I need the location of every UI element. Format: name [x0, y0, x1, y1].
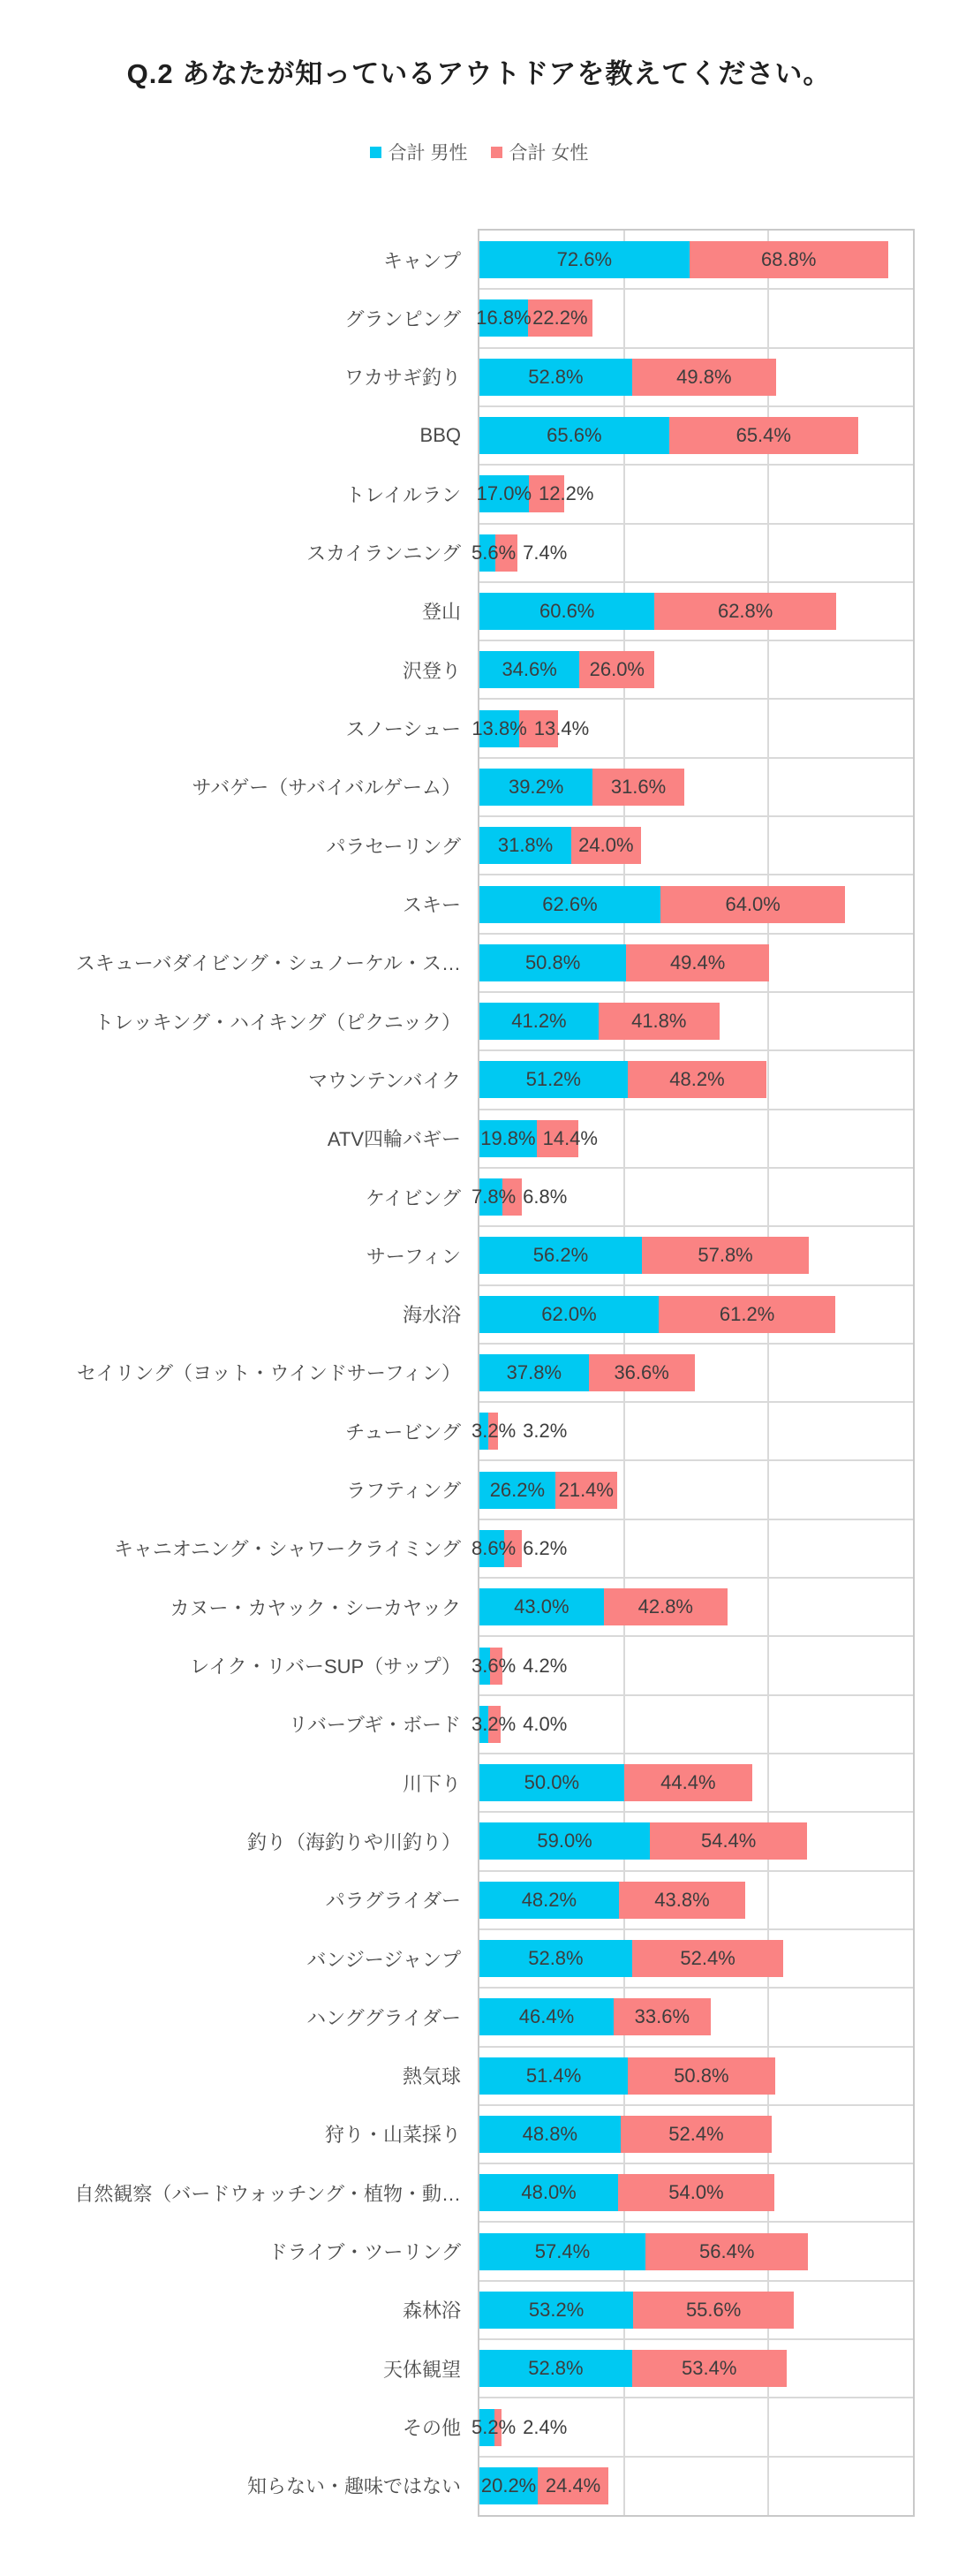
category-label: 登山	[421, 601, 461, 624]
female-value-label: 26.0%	[589, 658, 645, 681]
female-value-label: 53.4%	[682, 2357, 737, 2380]
male-value-label: 26.2%	[489, 1478, 546, 1501]
row-separator	[479, 1049, 913, 1051]
row-separator	[479, 523, 913, 525]
category-label: グランピング	[344, 307, 461, 330]
row-separator	[479, 815, 913, 817]
male-series-swatch	[370, 147, 381, 158]
row-separator	[479, 1225, 913, 1227]
male-value-label: 31.8%	[497, 834, 554, 857]
row-separator	[479, 1519, 913, 1520]
male-value-label: 48.0%	[521, 2181, 577, 2204]
category-label: 熱気球	[402, 2065, 461, 2088]
category-label: その他	[402, 2417, 461, 2440]
gridline-100pct	[767, 231, 769, 2515]
chart-title: Q.2 あなたが知っているアウトドアを教えてください。	[126, 58, 832, 89]
category-label: スカイランニング	[306, 542, 461, 565]
male-value-label: 52.8%	[528, 1947, 584, 1970]
female-value-label: 36.6%	[614, 1361, 669, 1383]
row-separator	[479, 1109, 913, 1110]
category-label: 天体観望	[382, 2358, 461, 2381]
row-separator	[479, 288, 913, 290]
male-value-label: 34.6%	[502, 658, 557, 681]
row-separator	[479, 640, 913, 641]
category-label: 川下り	[402, 1772, 461, 1795]
legend-item-female	[491, 139, 589, 165]
row-separator	[479, 2280, 913, 2282]
female-value-label: 24.0%	[578, 834, 634, 857]
male-value-label: 62.0%	[541, 1302, 597, 1325]
category-label: BBQ	[419, 424, 461, 447]
row-separator	[479, 874, 913, 875]
male-series-label: 合計 男性	[388, 143, 468, 163]
female-value-label: 54.0%	[668, 2181, 724, 2204]
category-label: 沢登り	[402, 659, 461, 682]
male-value-label: 56.2%	[532, 1244, 589, 1267]
female-value-label: 22.2%	[532, 307, 588, 330]
row-separator	[479, 2338, 913, 2340]
category-label: レイク・リバーSUP（サップ）	[190, 1655, 461, 1678]
male-value-label: 37.8%	[506, 1361, 562, 1383]
female-series-label: 合計 女性	[509, 143, 589, 163]
female-value-label: 52.4%	[668, 2123, 724, 2145]
row-separator	[479, 698, 913, 700]
male-value-label: 48.8%	[522, 2123, 578, 2145]
category-label: ケイビング	[365, 1186, 461, 1209]
male-value-label: 53.2%	[528, 2298, 585, 2321]
row-separator	[479, 1694, 913, 1696]
female-value-label: 33.6%	[634, 2005, 690, 2028]
category-label: サバゲー（サバイバルゲーム）	[192, 777, 461, 799]
female-value-label: 57.8%	[698, 1244, 753, 1267]
category-label: スキー	[402, 894, 461, 917]
category-label: セイリング（ヨット・ウインドサーフィン）	[77, 1362, 461, 1385]
female-value-label: 44.4%	[660, 1771, 716, 1794]
female-value-label: 56.4%	[699, 2239, 755, 2262]
female-value-label: 65.4%	[735, 424, 791, 447]
category-label: リバーブギ・ボード	[288, 1714, 461, 1737]
female-value-label: 31.6%	[610, 775, 667, 798]
male-value-label: 46.4%	[518, 2005, 575, 2028]
male-value-label: 39.2%	[508, 775, 564, 798]
category-label: キャンプ	[382, 249, 461, 272]
category-label: ドライブ・ツーリング	[268, 2241, 461, 2264]
female-value-label: 2.4%	[523, 2415, 568, 2438]
row-separator	[479, 2104, 913, 2106]
row-separator	[479, 1167, 913, 1169]
category-label: ワカサギ釣り	[343, 367, 461, 390]
category-label: チュービング	[345, 1421, 461, 1443]
male-value-label: 65.6%	[547, 424, 602, 447]
male-value-label: 16.8%	[476, 307, 532, 330]
female-value-label: 12.2%	[539, 482, 594, 505]
row-separator	[479, 1870, 913, 1872]
female-value-label: 49.8%	[676, 365, 732, 388]
male-value-label: 51.2%	[525, 1068, 581, 1091]
row-separator	[479, 1753, 913, 1754]
male-value-label: 50.0%	[524, 1771, 580, 1794]
male-value-label: 51.4%	[525, 2064, 582, 2087]
row-separator	[479, 405, 913, 407]
category-label: マウンテンバイク	[308, 1069, 461, 1092]
male-value-label: 60.6%	[539, 600, 595, 622]
row-separator	[479, 581, 913, 583]
female-value-label: 48.2%	[669, 1068, 725, 1091]
category-label: スキューバダイビング・シュノーケル・ス…	[75, 952, 461, 975]
category-label: カヌー・カヤック・シーカヤック	[170, 1596, 461, 1619]
category-label: トレッキング・ハイキング（ピクニック）	[94, 1011, 461, 1034]
male-value-label: 52.8%	[528, 2357, 584, 2380]
female-value-label: 3.2%	[523, 1420, 568, 1443]
female-value-label: 4.0%	[523, 1712, 568, 1735]
male-value-label: 5.6%	[471, 541, 517, 564]
female-value-label: 55.6%	[685, 2298, 742, 2321]
female-value-label: 68.8%	[761, 248, 817, 271]
category-label: ATV四輪バギー	[327, 1128, 461, 1151]
female-value-label: 4.2%	[523, 1654, 568, 1677]
row-separator	[479, 1401, 913, 1403]
female-value-label: 7.4%	[523, 541, 568, 564]
female-value-label: 62.8%	[717, 600, 773, 622]
row-separator	[479, 2046, 913, 2048]
row-separator	[479, 1577, 913, 1579]
male-value-label: 17.0%	[476, 482, 532, 505]
category-label: 釣り（海釣りや川釣り）	[246, 1830, 461, 1853]
row-separator	[479, 1987, 913, 1989]
row-separator	[479, 2221, 913, 2223]
legend	[0, 139, 958, 165]
row-separator	[479, 2163, 913, 2164]
row-separator	[479, 991, 913, 993]
male-value-label: 57.4%	[534, 2239, 591, 2262]
male-value-label: 19.8%	[480, 1126, 536, 1149]
category-label: キャニオニング・シャワークライミング	[113, 1538, 461, 1561]
category-label: スノーシュー	[345, 718, 461, 741]
female-value-label: 50.8%	[674, 2064, 729, 2087]
category-label: 自然観察（バードウォッチング・植物・動…	[74, 2182, 461, 2205]
row-separator	[479, 933, 913, 935]
category-label: 海水浴	[402, 1304, 461, 1327]
male-value-label: 50.8%	[524, 951, 581, 974]
legend-item-male	[370, 139, 468, 165]
category-label: パラセーリング	[326, 835, 461, 858]
male-value-label: 48.2%	[521, 1888, 577, 1911]
category-label: パラグライダー	[325, 1890, 461, 1913]
male-value-label: 3.6%	[471, 1654, 517, 1677]
male-value-label: 52.8%	[528, 365, 584, 388]
female-value-label: 6.2%	[523, 1536, 568, 1559]
female-value-label: 52.4%	[680, 1947, 735, 1970]
male-value-label: 8.6%	[471, 1536, 517, 1559]
row-separator	[479, 2456, 913, 2458]
male-value-label: 20.2%	[480, 2474, 537, 2496]
female-value-label: 61.2%	[719, 1302, 775, 1325]
female-value-label: 49.4%	[669, 951, 726, 974]
category-label: バンジージャンプ	[306, 1948, 461, 1971]
male-value-label: 5.2%	[471, 2415, 517, 2438]
female-value-label: 13.4%	[533, 716, 590, 739]
female-value-label: 42.8%	[637, 1595, 693, 1618]
row-separator	[479, 757, 913, 759]
category-label: サーフィン	[366, 1245, 461, 1268]
category-label: 森林浴	[402, 2299, 461, 2322]
row-separator	[479, 347, 913, 349]
row-separator	[479, 1928, 913, 1930]
category-label: トレイルラン	[345, 483, 461, 506]
female-value-label: 43.8%	[654, 1888, 710, 1911]
female-value-label: 21.4%	[558, 1478, 614, 1501]
male-value-label: 7.8%	[471, 1186, 517, 1208]
row-separator	[479, 1811, 913, 1813]
category-label: 知らない・趣味ではない	[246, 2475, 461, 2498]
female-value-label: 41.8%	[631, 1010, 687, 1033]
row-separator	[479, 464, 913, 466]
female-value-label: 6.8%	[523, 1186, 568, 1208]
male-value-label: 43.0%	[514, 1595, 570, 1618]
male-value-label: 3.2%	[471, 1420, 517, 1443]
row-separator	[479, 2397, 913, 2398]
category-label: 狩り・山菜採り	[324, 2124, 461, 2147]
male-value-label: 41.2%	[511, 1010, 567, 1033]
male-value-label: 13.8%	[471, 716, 527, 739]
male-value-label: 3.2%	[471, 1712, 517, 1735]
category-label: ハンググライダー	[306, 2006, 461, 2029]
row-separator	[479, 1459, 913, 1461]
row-separator	[479, 1343, 913, 1345]
category-label: ラフティング	[346, 1480, 461, 1503]
row-separator	[479, 1284, 913, 1286]
row-separator	[479, 1635, 913, 1637]
female-value-label: 14.4%	[542, 1126, 598, 1149]
male-value-label: 59.0%	[537, 1830, 592, 1852]
female-value-label: 54.4%	[700, 1830, 757, 1852]
male-value-label: 62.6%	[542, 892, 598, 915]
male-value-label: 72.6%	[556, 248, 613, 271]
female-series-swatch	[491, 147, 502, 158]
female-value-label: 64.0%	[725, 892, 781, 915]
female-value-label: 24.4%	[545, 2474, 601, 2496]
